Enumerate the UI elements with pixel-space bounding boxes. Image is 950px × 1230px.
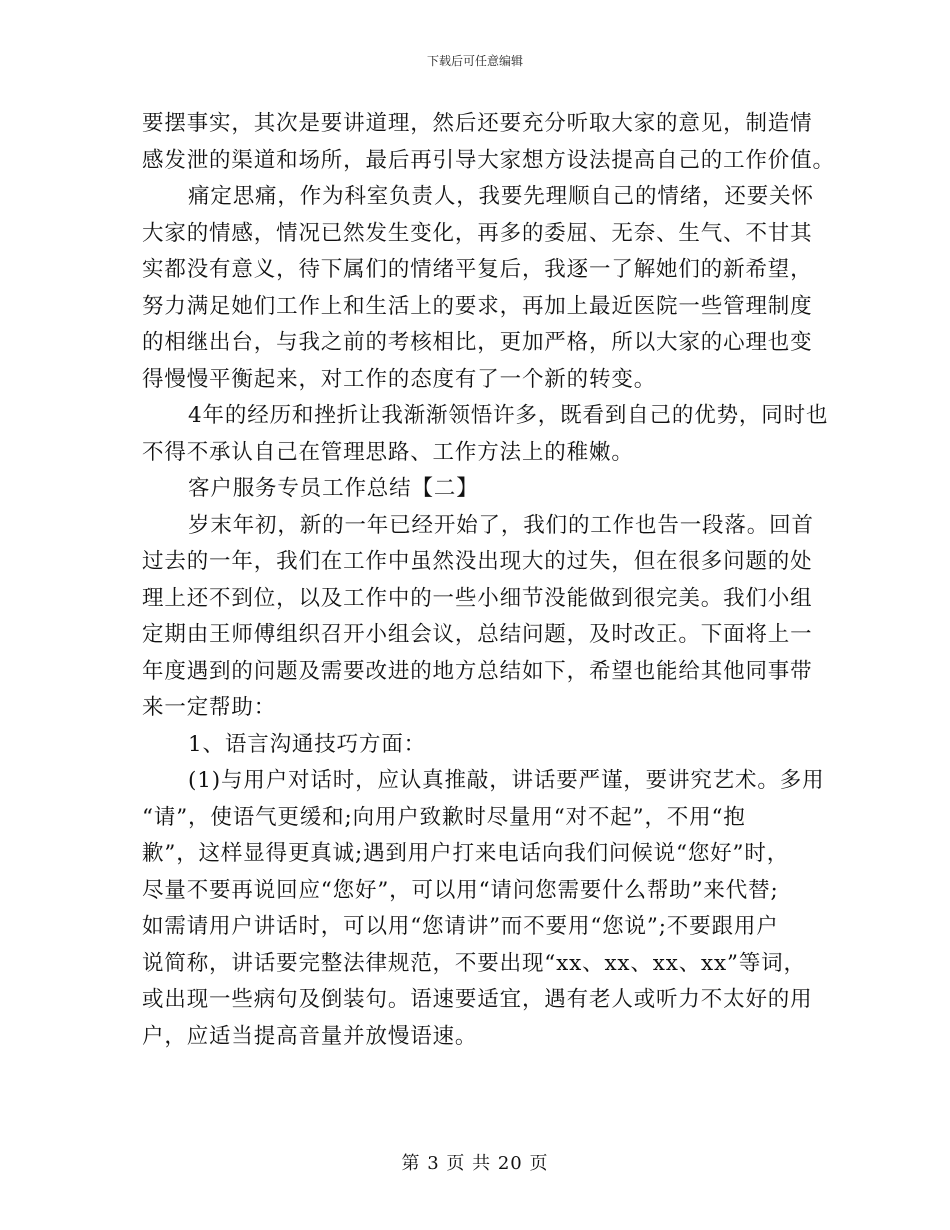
paragraph-line: 年度遇到的问题及需要改进的地方总结如下，希望也能给其他同事带 (142, 658, 813, 684)
paragraph-line: 说简称，讲话要完整法律规范，不要出现“xx、xx、xx、xx”等词， (142, 950, 806, 976)
paragraph-line: 不得不承认自己在管理思路、工作方法上的稚嫩。 (142, 439, 634, 465)
paragraph-line: “请”，使语气更缓和;向用户致歉时尽量用“对不起”，不用“抱 (142, 804, 746, 830)
paragraph-line: 的相继出台，与我之前的考核相比，更加严格，所以大家的心理也变 (142, 330, 813, 355)
list-heading: 1、语言沟通技巧方面： (188, 731, 427, 757)
paragraph-line: 岁末年初，新的一年已经开始了，我们的工作也告一段落。回首 (188, 512, 814, 538)
paragraph-line: 努力满足她们工作上和生活上的要求，再加上最近医院一些管理制度 (142, 293, 813, 319)
paragraph-line: 户，应适当提高音量并放慢语速。 (142, 1023, 478, 1049)
paragraph-line: 过去的一年，我们在工作中虽然没出现大的过失，但在很多问题的处 (142, 549, 813, 574)
paragraph-line: 实都没有意义，待下属们的情绪平复后，我逐一了解她们的新希望， (142, 257, 813, 282)
document-body (142, 106, 835, 1055)
paragraph-line: (1)与用户对话时，应认真推敲，讲话要严谨，要讲究艺术。多用 (188, 768, 825, 793)
paragraph-line: 理上还不到位，以及工作中的一些小细节没能做到很完美。我们小组 (142, 585, 813, 611)
paragraph-line: 痛定思痛，作为科室负责人，我要先理顺自己的情绪，还要关怀 (188, 184, 814, 209)
paragraph-line: 要摆事实，其次是要讲道理，然后还要充分听取大家的意见，制造情 (142, 111, 813, 136)
paragraph-line: 如需请用户讲话时，可以用“您请讲”而不要用“您说”;不要跟用户 (142, 914, 779, 939)
section-heading: 客户服务专员工作总结【二】 (188, 476, 479, 501)
paragraph-line: 4年的经历和挫折让我渐渐领悟许多，既看到自己的优势，同时也 (188, 403, 829, 428)
page-header: 下载后可任意编辑 (426, 54, 523, 68)
paragraph-line: 歉”，这样显得更真诚;遇到用户打来电话向我们问候说“您好”时， (142, 841, 790, 866)
paragraph-line: 得慢慢平衡起来，对工作的态度有了一个新的转变。 (142, 366, 657, 392)
paragraph-line: 来一定帮助： (142, 695, 277, 720)
paragraph-line: 或出现一些病句及倒装句。语速要适宜，遇有老人或听力不太好的用 (142, 987, 813, 1012)
page-footer: 第 3 页 共 20 页 (401, 1153, 549, 1174)
paragraph-line: 感发泄的渠道和场所，最后再引导大家想方设法提高自己的工作价值。 (142, 147, 835, 173)
paragraph-line: 大家的情感，情况已然发生变化，再多的委屈、无奈、生气、不甘其 (142, 220, 813, 246)
paragraph-line: 尽量不要再说回应“您好”，可以用“请问您需要什么帮助”来代替; (142, 877, 779, 903)
paragraph-line: 定期由王师傅组织召开小组会议，总结问题，及时改正。下面将上一 (142, 622, 813, 647)
